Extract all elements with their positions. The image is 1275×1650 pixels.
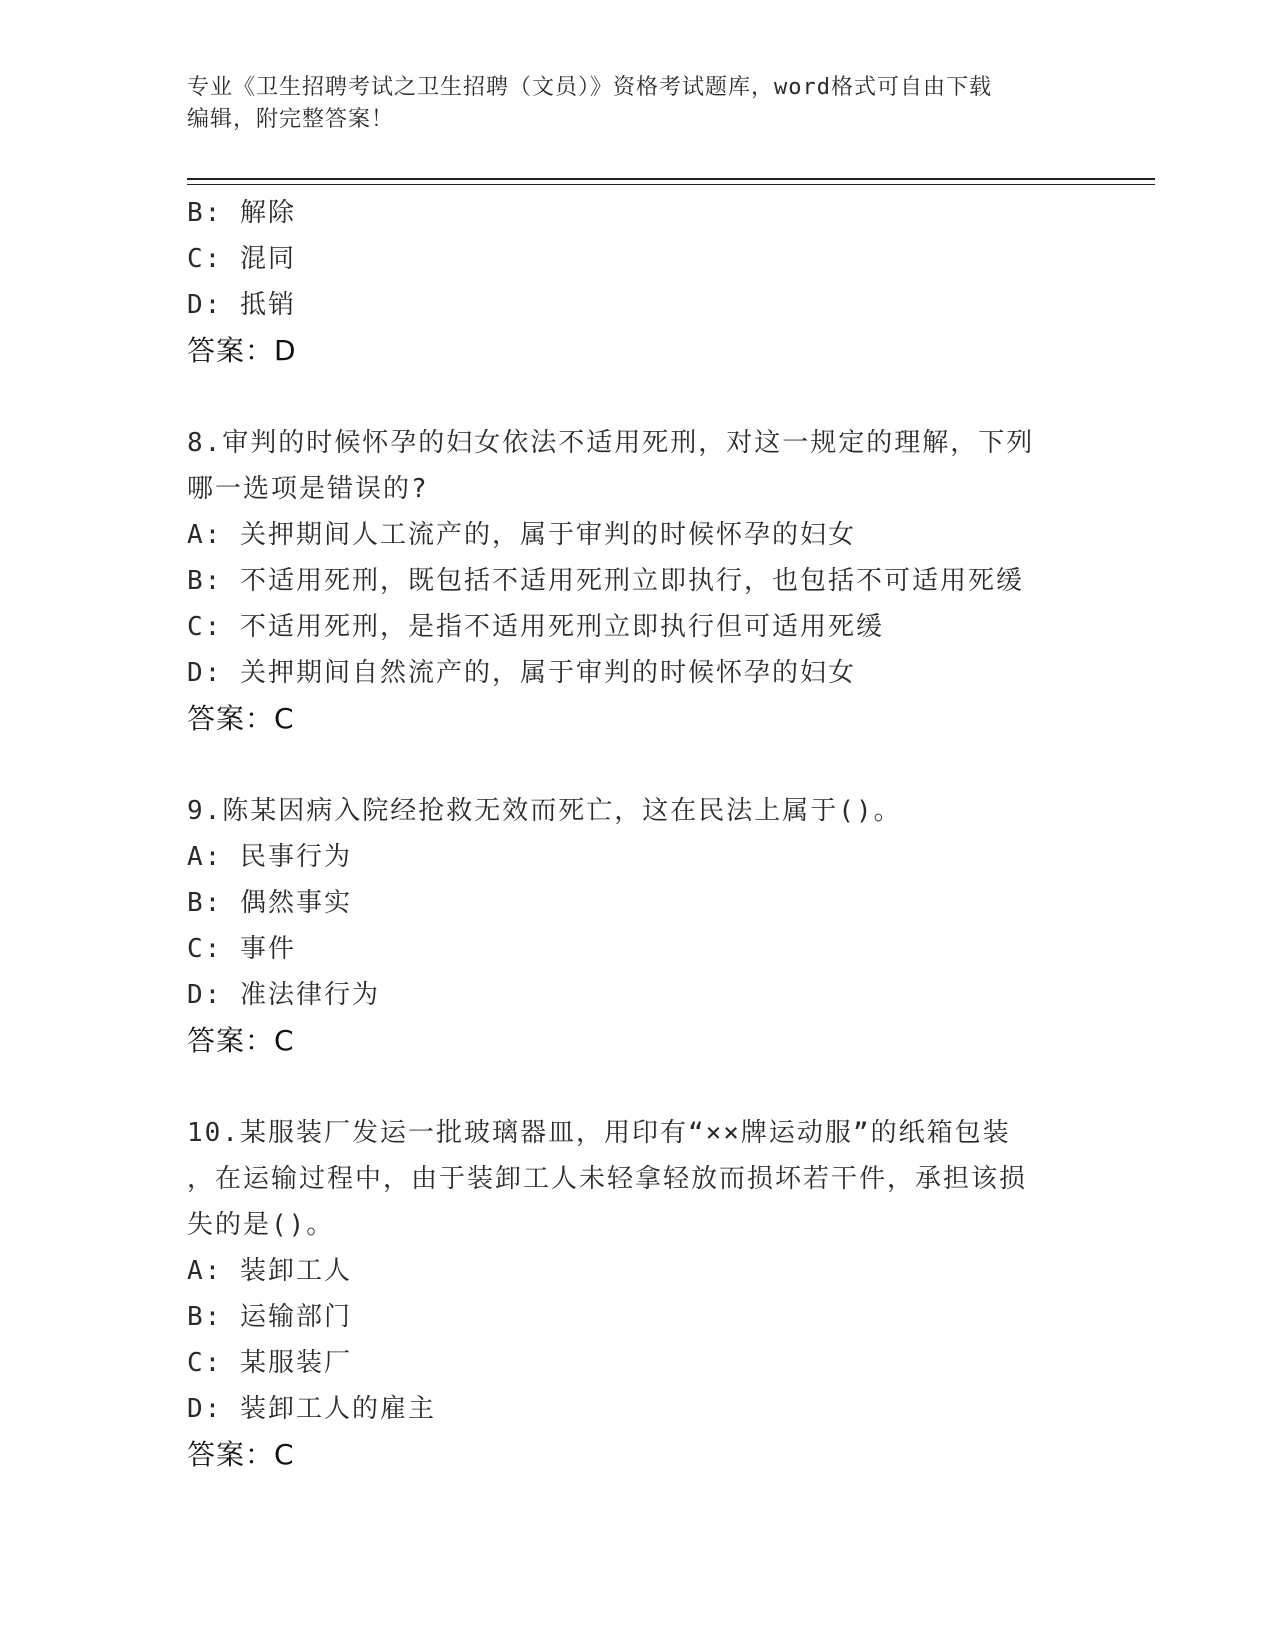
- option-c: C: 事件: [187, 934, 296, 964]
- question-list: [187, 190, 1087, 1478]
- question-stem-line: 8.审判的时候怀孕的妇女依法不适用死刑，对这一规定的理解，下列: [187, 428, 1035, 458]
- spacer: [187, 374, 1087, 420]
- option-a: A: 民事行为: [187, 842, 352, 872]
- header-title-line-2: 编辑，附完整答案！: [187, 107, 395, 132]
- option-b: B: 运输部门: [187, 1302, 352, 1332]
- spacer: [187, 1064, 1087, 1110]
- answer-line: 答案：D: [187, 334, 297, 367]
- question-stem-line: ，在运输过程中，由于装卸工人未轻拿轻放而损坏若干件，承担该损: [187, 1164, 1028, 1194]
- answer-line: 答案：C: [187, 1024, 295, 1057]
- header-divider-thick: [187, 178, 1155, 180]
- question-stem-line: 失的是()。: [187, 1210, 335, 1240]
- document-header: [187, 72, 1067, 136]
- question-block-9: [187, 788, 1087, 1064]
- option-c: C: 不适用死刑，是指不适用死刑立即执行但可适用死缓: [187, 612, 884, 642]
- option-b: B: 不适用死刑，既包括不适用死刑立即执行，也包括不可适用死缓: [187, 566, 1024, 596]
- question-stem-line: 10.某服装厂发运一批玻璃器皿，用印有“××牌运动服”的纸箱包装: [187, 1118, 1011, 1148]
- option-d: D: 抵销: [187, 290, 296, 320]
- question-stem-line: 哪一选项是错误的?: [187, 474, 429, 504]
- option-d: D: 关押期间自然流产的，属于审判的时候怀孕的妇女: [187, 658, 856, 688]
- question-stem-line: 9.陈某因病入院经抢救无效而死亡，这在民法上属于()。: [187, 796, 902, 826]
- option-b: B: 偶然事实: [187, 888, 352, 918]
- answer-line: 答案：C: [187, 702, 295, 735]
- spacer: [187, 742, 1087, 788]
- header-divider-thin: [187, 184, 1155, 185]
- option-c: C: 混同: [187, 244, 296, 274]
- question-block-10: [187, 1110, 1087, 1478]
- option-a: A: 装卸工人: [187, 1256, 352, 1286]
- question-block-8: [187, 420, 1087, 742]
- question-block-7: [187, 190, 1087, 374]
- option-a: A: 关押期间人工流产的，属于审判的时候怀孕的妇女: [187, 520, 856, 550]
- option-d: D: 准法律行为: [187, 980, 380, 1010]
- answer-line: 答案：C: [187, 1438, 295, 1471]
- option-b: B: 解除: [187, 198, 296, 228]
- option-c: C: 某服装厂: [187, 1348, 352, 1378]
- header-title-line-1: 专业《卫生招聘考试之卫生招聘（文员）》资格考试题库，word格式可自由下载: [187, 75, 992, 100]
- option-d: D: 装卸工人的雇主: [187, 1394, 436, 1424]
